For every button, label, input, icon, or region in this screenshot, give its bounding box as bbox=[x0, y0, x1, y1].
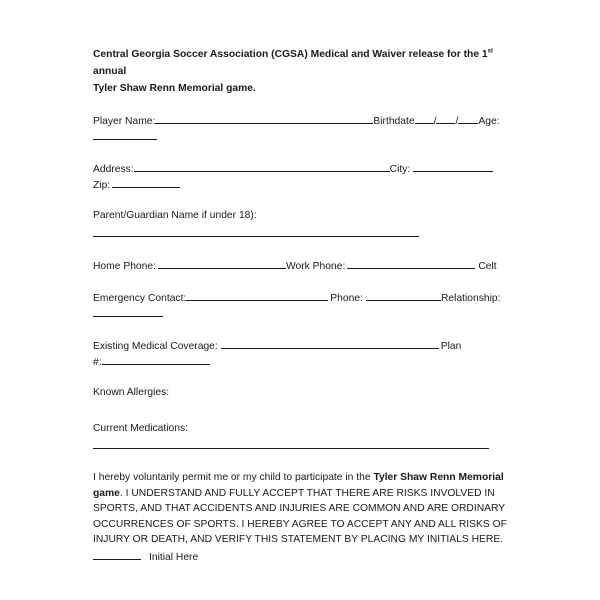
cell-label: Celt bbox=[478, 261, 497, 272]
medications-blank[interactable] bbox=[93, 438, 489, 449]
plan-label: Plan bbox=[440, 341, 462, 352]
allergies-row bbox=[93, 386, 513, 400]
title-line1-suffix: annual bbox=[93, 66, 127, 77]
initial-blank[interactable] bbox=[93, 549, 141, 560]
medications-row bbox=[93, 422, 513, 436]
form-title bbox=[93, 46, 513, 97]
guardian-label: Parent/Guardian Name if under 18): bbox=[93, 210, 257, 221]
emergency-row bbox=[93, 290, 513, 306]
title-ordinal-suffix: st bbox=[487, 48, 493, 55]
plan-number-blank[interactable] bbox=[102, 354, 210, 365]
medical-coverage-label: Existing Medical Coverage: bbox=[93, 341, 218, 352]
player-name-blank[interactable] bbox=[155, 113, 373, 124]
title-line2: Tyler Shaw Renn Memorial game. bbox=[93, 83, 256, 94]
relationship-line-row bbox=[93, 306, 513, 322]
address-row bbox=[93, 161, 513, 177]
player-name-row: Player Name: Birthdate / / Age: bbox=[93, 113, 513, 129]
age-line-row bbox=[93, 129, 513, 145]
relationship-label: Relationship: bbox=[440, 293, 501, 304]
home-phone-label: Home Phone: bbox=[93, 261, 156, 272]
player-name-label: Player Name: bbox=[93, 116, 156, 127]
address-blank[interactable] bbox=[134, 161, 390, 172]
birthdate-label: Birthdate bbox=[373, 116, 415, 127]
waiver-body: . I UNDERSTAND AND FULLY ACCEPT THAT THERE ARE RISKS INVOLVED IN SPORTS, AND THAT ACCIDENTS AND INJURIES ARE COMMON AND ARE ORDINARY OCCURRENCES OF SPORTS. I HEREBY AGREE TO ACCEPT ANY AND ALL RISKS OF INJURY OR DEATH, AND VERIFY THIS STATEMENT BY PLACING MY INITIALS HERE. bbox=[93, 487, 507, 545]
plan-number-label: #: bbox=[93, 357, 102, 368]
birth-month-blank[interactable] bbox=[415, 113, 434, 124]
birth-day-blank[interactable] bbox=[436, 113, 455, 124]
guardian-blank[interactable] bbox=[93, 226, 419, 237]
work-phone-label: Work Phone: bbox=[285, 261, 346, 272]
age-blank[interactable] bbox=[93, 129, 157, 140]
allergies-label: Known Allergies: bbox=[93, 387, 170, 398]
medications-label: Current Medications: bbox=[93, 423, 188, 434]
birth-year-blank[interactable] bbox=[458, 113, 478, 124]
waiver-paragraph bbox=[93, 470, 513, 548]
city-blank[interactable] bbox=[413, 161, 493, 172]
relationship-blank[interactable] bbox=[93, 306, 163, 317]
age-label: Age: bbox=[478, 116, 500, 127]
waiver-event-name: Tyler Shaw Renn Memorial game bbox=[93, 472, 504, 499]
emergency-contact-blank[interactable] bbox=[186, 290, 328, 301]
address-label: Address: bbox=[93, 164, 134, 175]
waiver-intro: I hereby voluntarily permit me or my child to participate in the bbox=[93, 472, 374, 483]
zip-label: Zip: bbox=[93, 180, 111, 191]
zip-blank[interactable] bbox=[112, 177, 180, 188]
initial-label: Initial Here bbox=[149, 551, 199, 563]
form-content bbox=[93, 46, 513, 565]
plan-number-row bbox=[93, 354, 513, 370]
zip-row bbox=[93, 177, 513, 193]
initial-row bbox=[93, 549, 513, 565]
medications-line-row bbox=[93, 438, 513, 454]
emergency-contact-label: Emergency Contact: bbox=[93, 293, 187, 304]
guardian-line-row bbox=[93, 226, 513, 242]
emergency-phone-label: Phone: bbox=[330, 293, 363, 304]
home-phone-blank[interactable] bbox=[158, 258, 286, 269]
work-phone-blank[interactable] bbox=[347, 258, 475, 269]
phones-row bbox=[93, 258, 513, 274]
emergency-phone-blank[interactable] bbox=[366, 290, 441, 301]
guardian-row bbox=[93, 209, 513, 223]
medical-coverage-blank[interactable] bbox=[221, 338, 439, 349]
medical-coverage-row bbox=[93, 338, 513, 354]
title-line1-prefix: Central Georgia Soccer Association (CGSA) Medical and Waiver release for the 1 bbox=[93, 49, 488, 60]
city-label: City: bbox=[389, 164, 411, 175]
